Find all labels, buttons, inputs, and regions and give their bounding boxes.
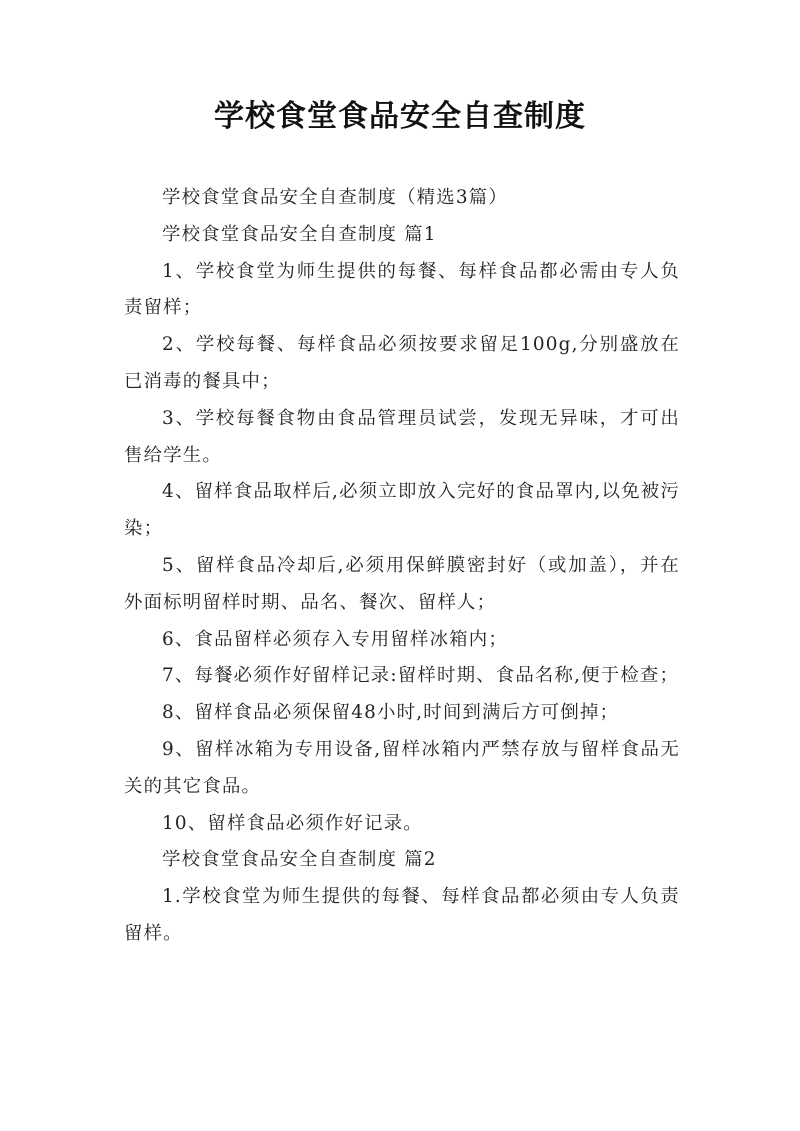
paragraph-item-2: 2、学校每餐、每样食品必须按要求留足100g,分别盛放在已消毒的餐具中；	[124, 334, 680, 392]
document-title: 学校食堂食品安全自查制度	[214, 99, 586, 134]
paragraph-item-8: 8、留样食品必须保留48小时,时间到满后方可倒掉；	[162, 702, 620, 724]
paragraph-item-1: 1、学校食堂为师生提供的每餐、每样食品都必需由专人负责留样；	[124, 260, 680, 319]
section-heading-1: 学校食堂食品安全自查制度 篇1	[162, 223, 437, 245]
paragraph-item-2-1: 1.学校食堂为师生提供的每餐、每样食品都必须由专人负责留样。	[124, 886, 680, 944]
paragraph-item-9: 9、留样冰箱为专用设备,留样冰箱内严禁存放与留样食品无关的其它食品。	[124, 738, 680, 797]
paragraph-subtitle: 学校食堂食品安全自查制度（精选3篇）	[162, 187, 508, 208]
section-heading-2: 学校食堂食品安全自查制度 篇2	[162, 849, 437, 871]
document-body	[124, 180, 680, 953]
paragraph-item-5: 5、留样食品冷却后,必须用保鲜膜密封好（或加盖），并在外面标明留样时期、品名、餐次、留样人；	[124, 554, 680, 613]
paragraph-item-10: 10、留样食品必须作好记录。	[162, 812, 423, 834]
paragraph-item-3: 3、学校每餐食物由食品管理员试尝，发现无异味，才可出售给学生。	[124, 407, 680, 466]
paragraph-item-6: 6、食品留样必须存入专用留样冰箱内；	[162, 628, 508, 650]
paragraph-item-4: 4、留样食品取样后,必须立即放入完好的食品罩内,以免被污染；	[124, 481, 680, 540]
paragraph-item-7: 7、每餐必须作好留样记录:留样时期、食品名称,便于检查；	[162, 665, 680, 687]
